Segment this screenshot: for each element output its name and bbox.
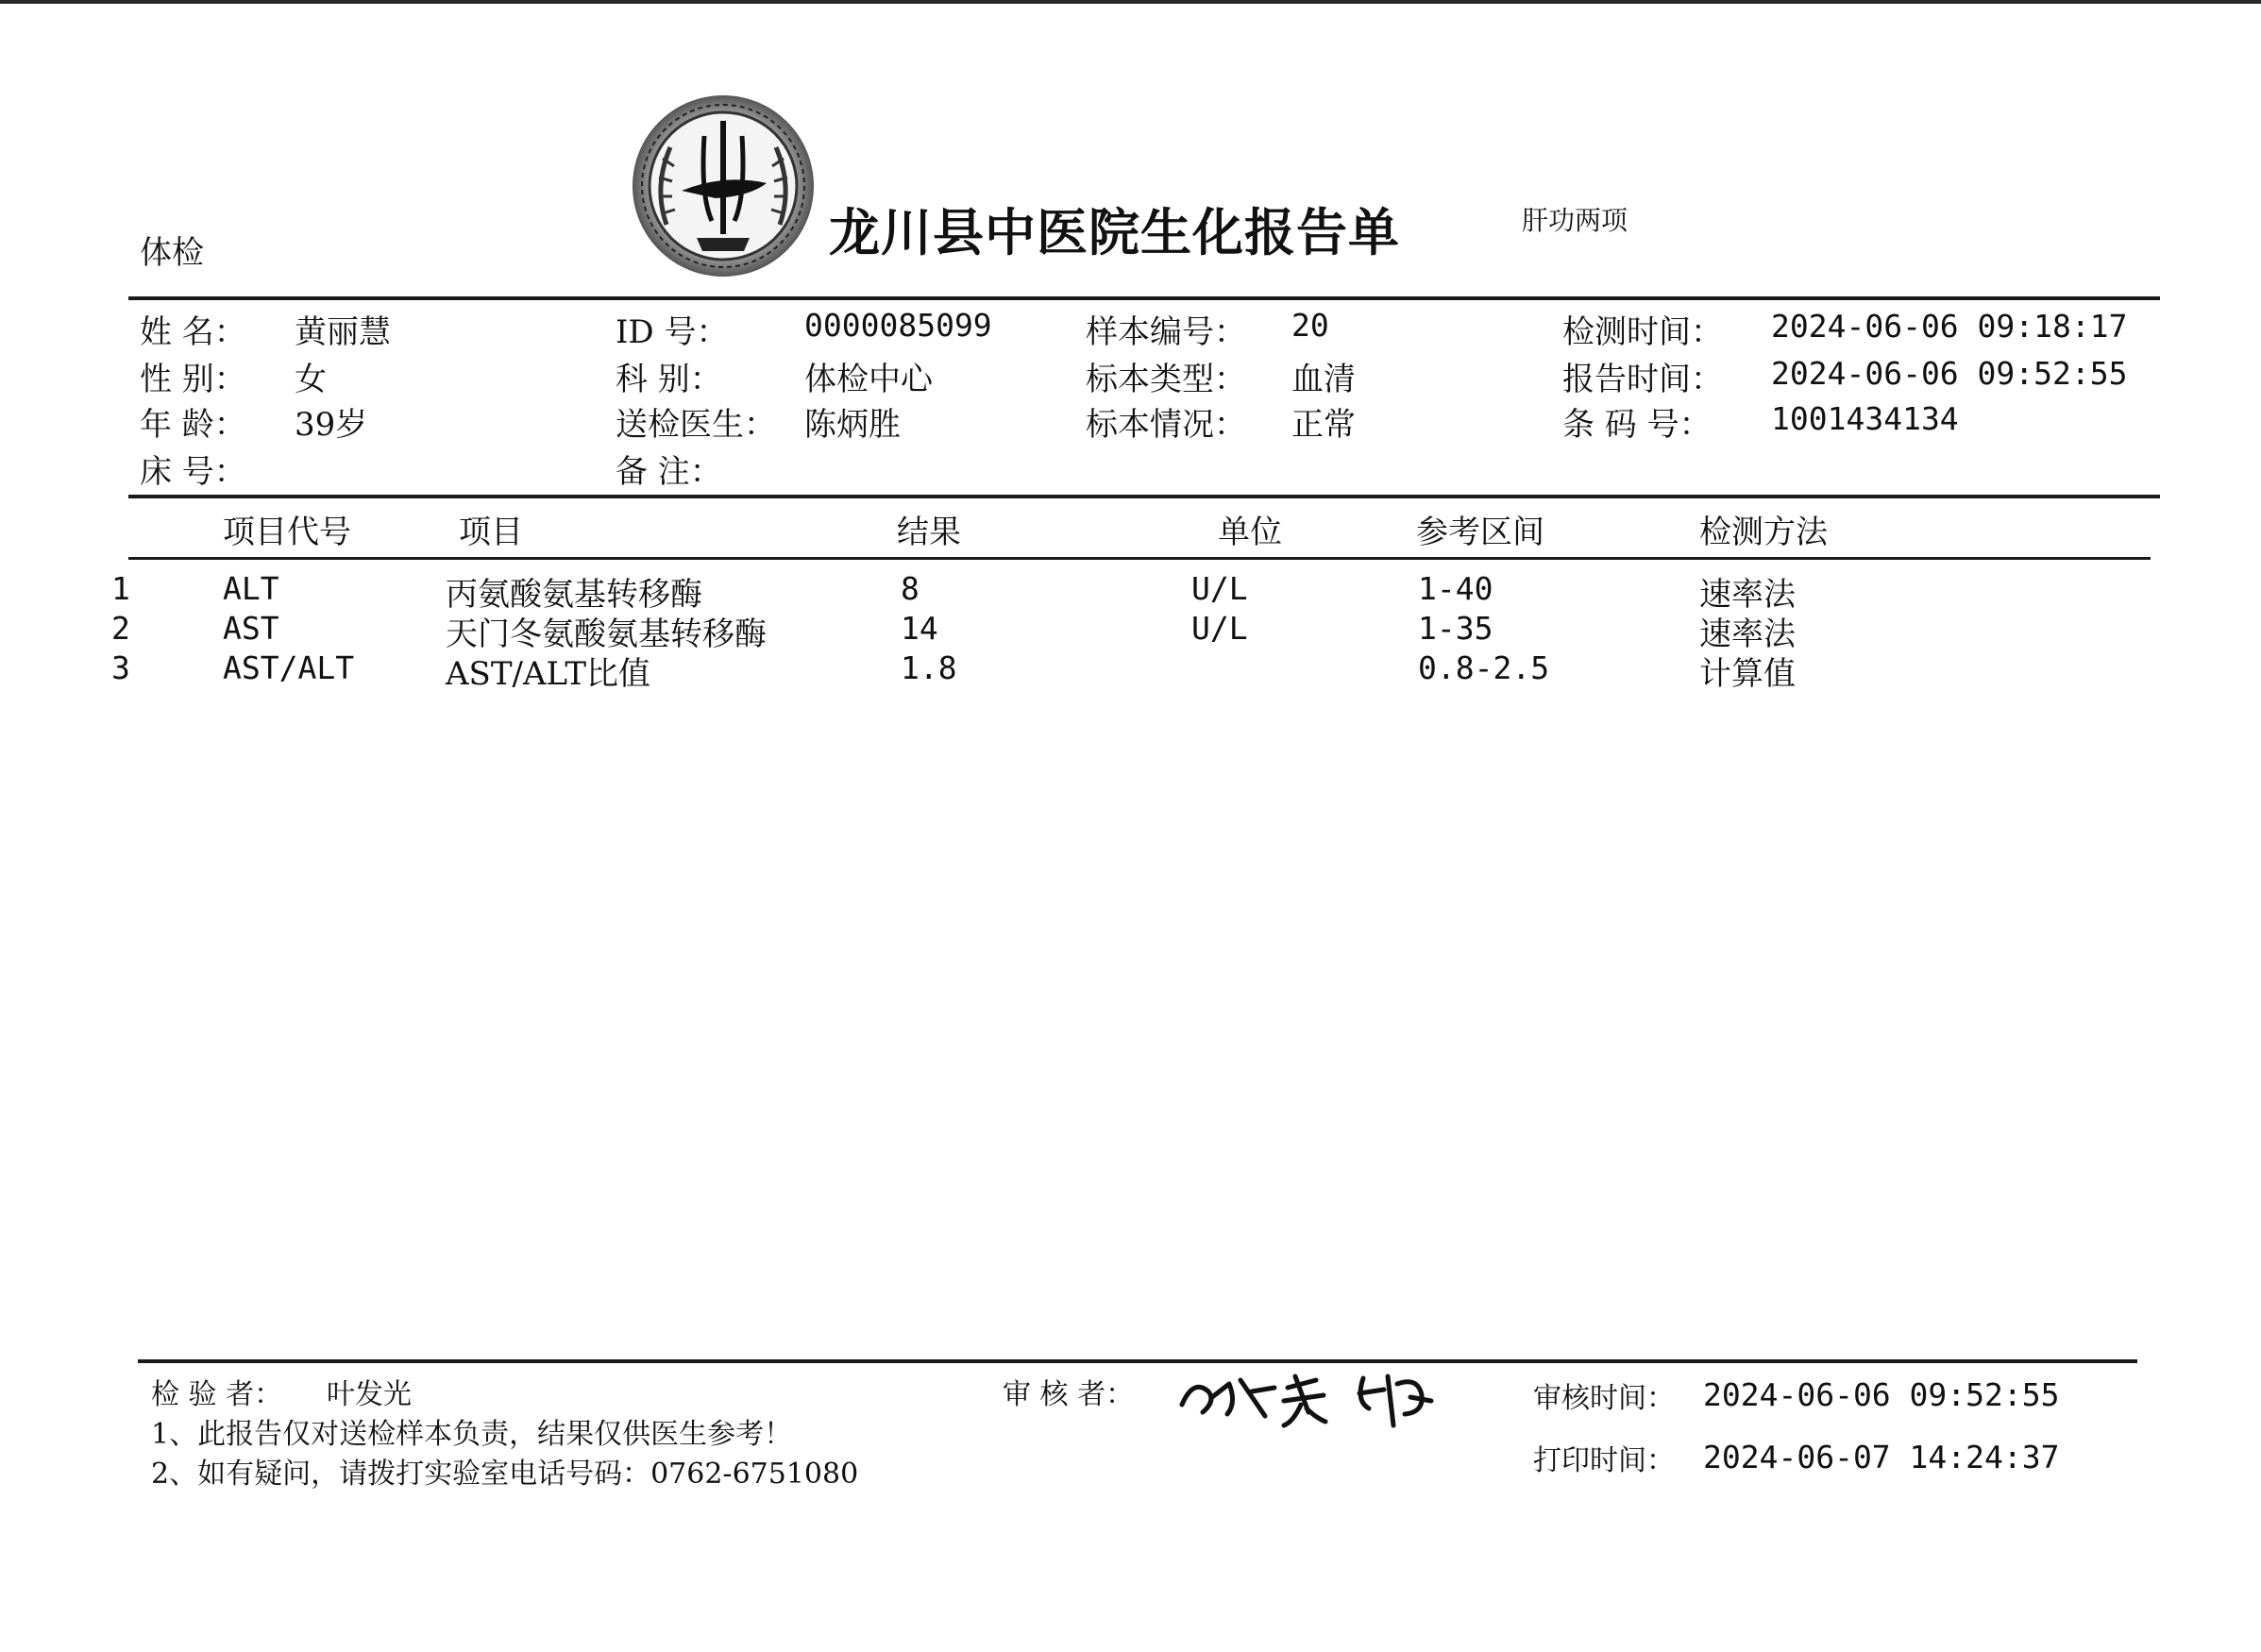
item-name: 天门冬氨酸氨基转移酶 — [446, 615, 767, 653]
item-result: 1.8 — [901, 649, 957, 686]
item-method: 计算值 — [1699, 655, 1796, 693]
report-title: 龙川县中医院生化报告单 — [829, 202, 1400, 262]
patient-id: 0000085099 — [804, 307, 992, 344]
sex-label: 性 别： — [140, 361, 246, 398]
item-unit: U/L — [1191, 610, 1248, 647]
referring-doctor: 陈炳胜 — [804, 406, 901, 444]
age-label: 年 龄： — [140, 406, 246, 444]
hospital-seal — [625, 93, 821, 279]
scan-top-edge — [0, 0, 2261, 4]
item-code: AST — [223, 610, 279, 647]
test-time-label: 检测时间： — [1562, 313, 1723, 351]
sample-no-label: 样本编号： — [1086, 313, 1246, 351]
item-name: AST/ALT比值 — [446, 655, 651, 693]
col-header-reference: 参考区间 — [1416, 514, 1544, 551]
report-time: 2024-06-06 09:52:55 — [1771, 355, 2128, 392]
id-label: ID 号： — [616, 313, 729, 351]
item-code: ALT — [223, 570, 279, 607]
sample-status: 正常 — [1291, 406, 1356, 444]
dept-label: 科 别： — [616, 361, 722, 398]
row-number: 3 — [111, 649, 130, 686]
col-header-item: 项目 — [459, 514, 523, 551]
item-method: 速率法 — [1699, 615, 1796, 653]
col-header-unit: 单位 — [1218, 514, 1282, 551]
report-category: 体检 — [140, 234, 204, 272]
item-name: 丙氨酸氨基转移酶 — [446, 576, 702, 614]
barcode: 1001434134 — [1771, 400, 1959, 437]
item-result: 14 — [901, 610, 938, 647]
footer-note-1: 1、此报告仅对送检样本负责，结果仅供医生参考！ — [151, 1418, 793, 1451]
reviewer-label: 审 核 者： — [1003, 1378, 1135, 1411]
footer-rule — [138, 1359, 2137, 1363]
col-header-method: 检测方法 — [1699, 514, 1828, 551]
remark-label: 备 注： — [616, 453, 722, 491]
patient-dept: 体检中心 — [804, 361, 933, 398]
barcode-label: 条 码 号： — [1562, 406, 1712, 444]
sample-type: 血清 — [1291, 361, 1356, 398]
tester-name: 叶发光 — [327, 1378, 412, 1411]
patient-name: 黄丽慧 — [295, 313, 391, 351]
item-reference: 1-40 — [1418, 570, 1493, 607]
name-label: 姓 名： — [140, 313, 246, 351]
item-reference: 0.8-2.5 — [1418, 649, 1550, 686]
print-time-label: 打印时间： — [1533, 1444, 1675, 1477]
tester-label: 检 验 者： — [151, 1378, 283, 1411]
item-code: AST/ALT — [223, 649, 355, 686]
col-header-code: 项目代号 — [223, 514, 351, 551]
patient-age: 39岁 — [295, 406, 368, 444]
review-time: 2024-06-06 09:52:55 — [1703, 1376, 2060, 1413]
item-method: 速率法 — [1699, 576, 1796, 614]
col-header-result: 结果 — [897, 514, 961, 551]
patient-sex: 女 — [295, 361, 327, 398]
row-number: 2 — [111, 610, 130, 647]
table-top-rule — [128, 495, 2160, 498]
item-reference: 1-35 — [1418, 610, 1493, 647]
header-rule — [128, 296, 2160, 300]
reviewer-signature — [1174, 1359, 1448, 1435]
sample-type-label: 标本类型： — [1086, 361, 1246, 398]
report-time-label: 报告时间： — [1562, 361, 1723, 398]
test-time: 2024-06-06 09:18:17 — [1771, 308, 2128, 345]
review-time-label: 审核时间： — [1533, 1382, 1675, 1415]
row-number: 1 — [111, 570, 130, 607]
print-time: 2024-06-07 14:24:37 — [1703, 1439, 2060, 1475]
item-unit: U/L — [1191, 570, 1248, 607]
sample-no: 20 — [1291, 307, 1329, 344]
bed-label: 床 号： — [140, 453, 246, 491]
footer-note-2: 2、如有疑问，请拨打实验室电话号码：0762-6751080 — [151, 1458, 859, 1491]
doctor-label: 送检医生： — [616, 406, 776, 444]
report-subtitle: 肝功两项 — [1522, 205, 1628, 236]
item-result: 8 — [901, 570, 920, 607]
table-header-rule — [128, 557, 2151, 560]
sample-status-label: 标本情况： — [1086, 406, 1246, 444]
